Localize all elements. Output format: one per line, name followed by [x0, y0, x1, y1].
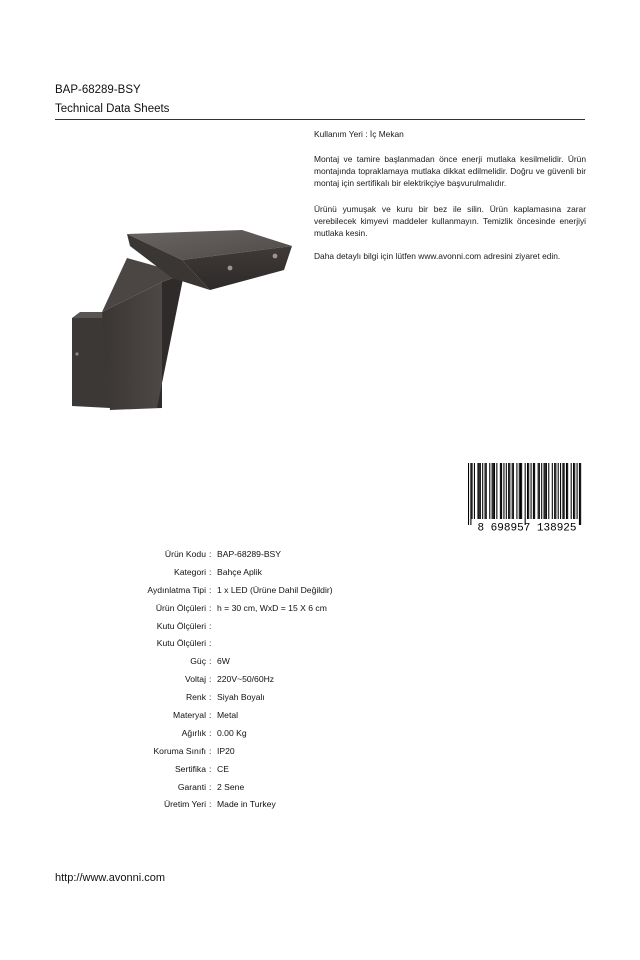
barcode-bar — [482, 463, 483, 519]
barcode-bar — [512, 463, 513, 519]
barcode-bar — [516, 463, 517, 519]
barcode-bar — [506, 463, 507, 519]
barcode-bar — [485, 463, 486, 519]
spec-row — [90, 599, 450, 617]
spec-value: Siyah Boyalı — [217, 692, 265, 703]
spec-separator: : — [209, 763, 212, 774]
header-product-code: BAP-68289-BSY — [55, 84, 141, 96]
barcode-bar — [580, 463, 581, 525]
spec-label: Materyal — [173, 709, 206, 720]
barcode-bar — [567, 463, 568, 519]
barcode-bar — [564, 463, 565, 519]
barcode-bar — [539, 463, 540, 519]
spec-separator: : — [209, 656, 212, 667]
barcode-bar — [538, 463, 539, 519]
barcode-bar — [555, 463, 556, 519]
info-usage: Kullanım Yeri : İç Mekan — [314, 129, 404, 139]
barcode-bar — [489, 463, 490, 519]
spec-value: 0.00 Kg — [217, 727, 247, 738]
header-divider — [55, 119, 585, 120]
spec-row — [90, 795, 450, 813]
barcode-bar — [525, 463, 526, 525]
info-paragraph-cleaning: Ürünü yumuşak ve kuru bir bez ile silin. Ürün kaplamasına zarar verebilecek kimyevi maddeler kullanmayın. Temizlik öncesinde enerjiyi mutlaka kesin. — [314, 204, 586, 238]
header-subtitle: Technical Data Sheets — [55, 103, 170, 115]
spec-row — [90, 688, 450, 706]
spec-label: Sertifika — [174, 763, 206, 774]
barcode-bar — [521, 463, 522, 519]
spec-value: Metal — [217, 709, 239, 720]
barcode-bar — [496, 463, 497, 519]
barcode-bar — [500, 463, 501, 519]
spec-label: Aydınlatma Tipi — [147, 584, 206, 595]
barcode-bar — [558, 463, 559, 519]
spec-separator: : — [209, 602, 212, 613]
barcode-bar — [501, 463, 502, 519]
spec-value: BAP-68289-BSY — [217, 548, 282, 559]
barcode-bar — [468, 463, 469, 525]
spec-separator: : — [209, 674, 212, 685]
barcode-bar — [494, 463, 495, 519]
spec-label: Koruma Sınıfı — [153, 745, 206, 756]
spec-value: 2 Sene — [217, 781, 245, 792]
barcode-digits: 8 698957 138925 — [477, 522, 577, 533]
spec-label: Garanti — [177, 781, 206, 792]
spec-label: Ağırlık — [181, 727, 206, 738]
barcode-bar — [534, 463, 535, 519]
footer-url[interactable]: http://www.avonni.com — [55, 872, 166, 884]
barcode-bar — [577, 463, 578, 519]
spec-label: Voltaj — [184, 674, 206, 685]
spec-value: Made in Turkey — [217, 799, 276, 810]
spec-label: Ürün Ölçüleri — [155, 602, 206, 613]
barcode-bar — [566, 463, 567, 519]
spec-row — [90, 760, 450, 778]
barcode-bar — [503, 463, 504, 519]
barcode-bar — [554, 463, 555, 519]
barcode-bar — [541, 463, 542, 519]
info-paragraph-safety: Montaj ve tamire başlanmadan önce enerji mutlaka kesilmelidir. Ürün montajında topraklamaya mutlaka dikkat edilmelidir. Doğru ve güvenli bir montaj için sertifikalı bir elektrikçiye başvurulmalıdır. — [314, 154, 586, 188]
barcode-bar — [479, 463, 480, 519]
spec-row — [90, 545, 450, 563]
spec-row — [90, 634, 450, 652]
spec-label: Kategori — [173, 566, 206, 577]
barcode-bar — [486, 463, 487, 519]
barcode-bar — [545, 463, 546, 519]
spec-row — [90, 706, 450, 724]
spec-separator: : — [209, 692, 212, 703]
barcode — [466, 461, 586, 533]
spec-separator: : — [209, 745, 212, 756]
wall-lamp-icon — [72, 226, 297, 412]
spec-label: Renk — [185, 692, 206, 703]
spec-value: IP20 — [217, 745, 235, 756]
barcode-bar — [493, 463, 494, 519]
barcode-bar — [492, 463, 493, 519]
spec-separator: : — [209, 548, 212, 559]
barcode-bar — [560, 463, 561, 519]
spec-row — [90, 778, 450, 796]
barcode-bar — [579, 463, 580, 525]
spec-separator: : — [209, 709, 212, 720]
spec-value: Bahçe Aplik — [217, 566, 262, 577]
barcode-bar — [533, 463, 534, 519]
spec-separator: : — [209, 620, 212, 631]
barcode-bar — [470, 463, 471, 525]
barcode-bar — [571, 463, 572, 519]
spec-label: Ürün Kodu — [164, 548, 206, 559]
barcode-bar — [552, 463, 553, 519]
spec-row — [90, 742, 450, 760]
barcode-bar — [472, 463, 473, 519]
barcode-bar — [513, 463, 514, 519]
spec-separator: : — [209, 638, 212, 649]
spec-separator: : — [209, 781, 212, 792]
spec-value: 220V~50/60Hz — [217, 674, 275, 685]
barcode-bar — [548, 463, 549, 519]
spec-label: Üretim Yeri — [163, 799, 206, 810]
barcode-bar — [474, 463, 475, 519]
spec-label: Kutu Ölçüleri — [156, 620, 206, 631]
barcode-bar — [573, 463, 574, 519]
barcode-bar — [480, 463, 481, 519]
barcode-bar — [574, 463, 575, 519]
spec-separator: : — [209, 584, 212, 595]
barcode-bar — [546, 463, 547, 519]
spec-label: Kutu Ölçüleri — [156, 638, 206, 649]
barcode-bar — [477, 463, 478, 519]
spec-separator: : — [209, 799, 212, 810]
spec-row — [90, 724, 450, 742]
spec-value: 1 x LED (Ürüne Dahil Değildir) — [217, 584, 333, 595]
barcode-bar — [531, 463, 532, 519]
spec-row — [90, 652, 450, 670]
barcode-bar — [520, 463, 521, 519]
spec-value: CE — [217, 763, 229, 774]
barcode-bar — [544, 463, 545, 519]
spec-value: h = 30 cm, WxD = 15 X 6 cm — [217, 602, 327, 613]
spec-row — [90, 617, 450, 635]
spec-separator: : — [209, 727, 212, 738]
info-paragraph-website: Daha detaylı bilgi için lütfen www.avonni.com adresini ziyaret edin. — [314, 251, 561, 261]
spec-row — [90, 670, 450, 688]
barcode-bar — [519, 463, 520, 519]
barcode-bar — [562, 463, 563, 519]
barcode-bar — [509, 463, 510, 519]
barcode-bar — [527, 463, 528, 519]
spec-row — [90, 581, 450, 599]
barcode-bar — [508, 463, 509, 519]
spec-label: Güç — [190, 656, 206, 667]
barcode-bar — [528, 463, 529, 519]
spec-table — [90, 545, 450, 813]
spec-row — [90, 563, 450, 581]
spec-separator: : — [209, 566, 212, 577]
spec-value: 6W — [217, 656, 230, 667]
